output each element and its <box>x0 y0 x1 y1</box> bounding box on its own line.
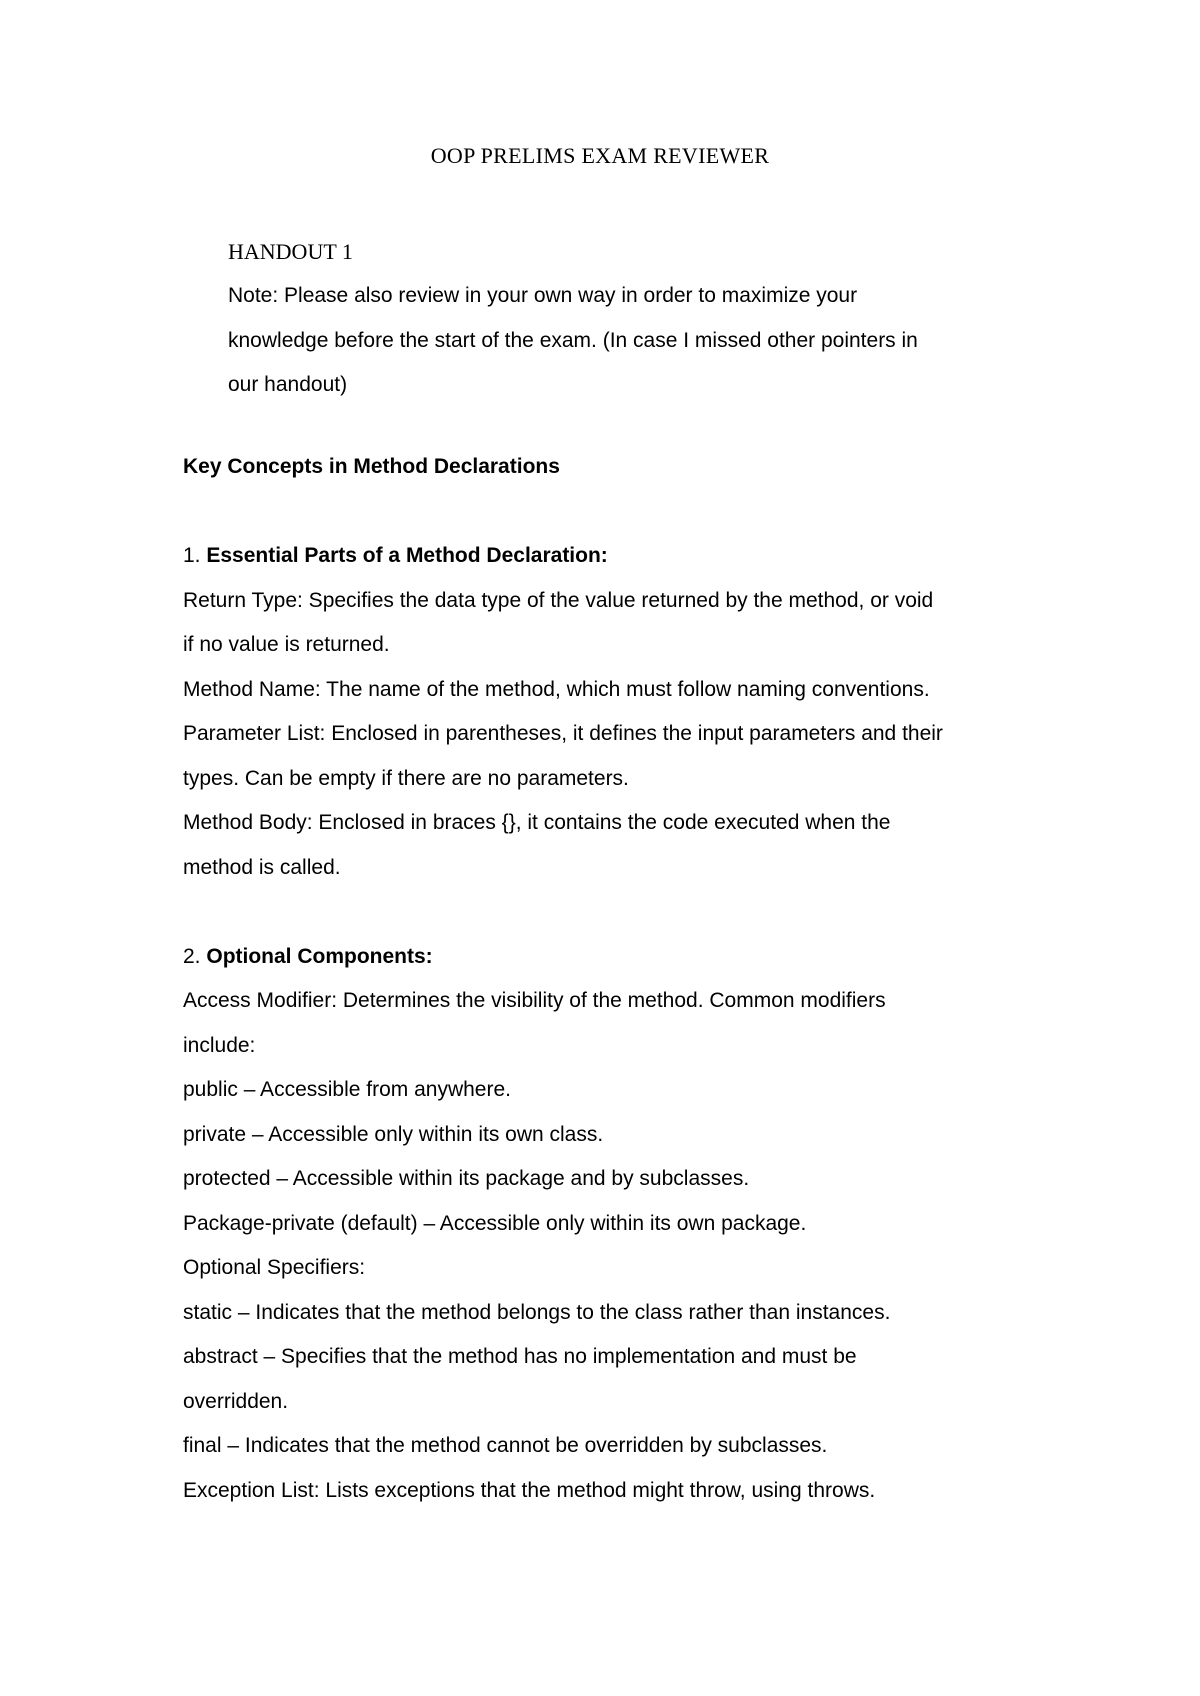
handout-label: HANDOUT 1 <box>228 239 353 264</box>
part1-line: Return Type: Specifies the data type of the value returned by the method, or void <box>183 588 934 612</box>
document-title: OOP PRELIMS EXAM REVIEWER <box>430 143 770 168</box>
part2-line: Package-private (default) – Accessible only within its own package. <box>183 1211 807 1235</box>
part1-line: if no value is returned. <box>183 633 390 656</box>
part2-line: Access Modifier: Determines the visibility of the method. Common modifiers <box>183 989 886 1012</box>
part2-line: abstract – Specifies that the method has no implementation and must be <box>183 1345 857 1368</box>
spacer <box>183 890 1033 935</box>
part2-line: Exception List: Lists exceptions that the method might throw, using throws. <box>183 1478 876 1502</box>
section-heading: Key Concepts in Method Declarations <box>183 455 560 478</box>
part2-line: final – Indicates that the method cannot be overridden by subclasses. <box>183 1434 828 1457</box>
part1-heading-text: Essential Parts of a Method Declaration: <box>206 544 608 567</box>
part1-number: 1. <box>183 544 207 567</box>
part2-line: overridden. <box>183 1389 289 1413</box>
part2-line: protected – Accessible within its package and by subclasses. <box>183 1167 750 1190</box>
part2-line: Optional Specifiers: <box>183 1256 366 1279</box>
part2-line: include: <box>183 1033 256 1057</box>
part2-number: 2. <box>183 944 207 968</box>
spacer <box>183 490 1033 535</box>
part1-line: method is called. <box>183 855 341 879</box>
part1-line: types. Can be empty if there are no parameters. <box>183 766 629 790</box>
part1-line: Parameter List: Enclosed in parentheses, it defines the input parameters and their <box>183 722 943 745</box>
part2-line: private – Accessible only within its own class. <box>183 1122 604 1146</box>
part1-line: Method Body: Enclosed in braces {}, it contains the code executed when the <box>183 811 891 834</box>
handout-block <box>228 230 1008 408</box>
handout-note-line: knowledge before the start of the exam. (In case I missed other pointers in <box>228 328 918 352</box>
handout-note-line: Note: Please also review in your own way in order to maximize your <box>228 284 858 307</box>
part2-heading <box>183 935 1033 980</box>
part2-heading-text: Optional Components: <box>206 944 433 968</box>
part1-line: Method Name: The name of the method, which must follow naming conventions. <box>183 677 930 701</box>
document-body <box>183 445 1033 1513</box>
part2-line: static – Indicates that the method belongs to the class rather than instances. <box>183 1300 891 1324</box>
part2-line: public – Accessible from anywhere. <box>183 1078 511 1101</box>
part1-heading <box>183 534 1033 579</box>
handout-note-line: our handout) <box>228 373 348 396</box>
